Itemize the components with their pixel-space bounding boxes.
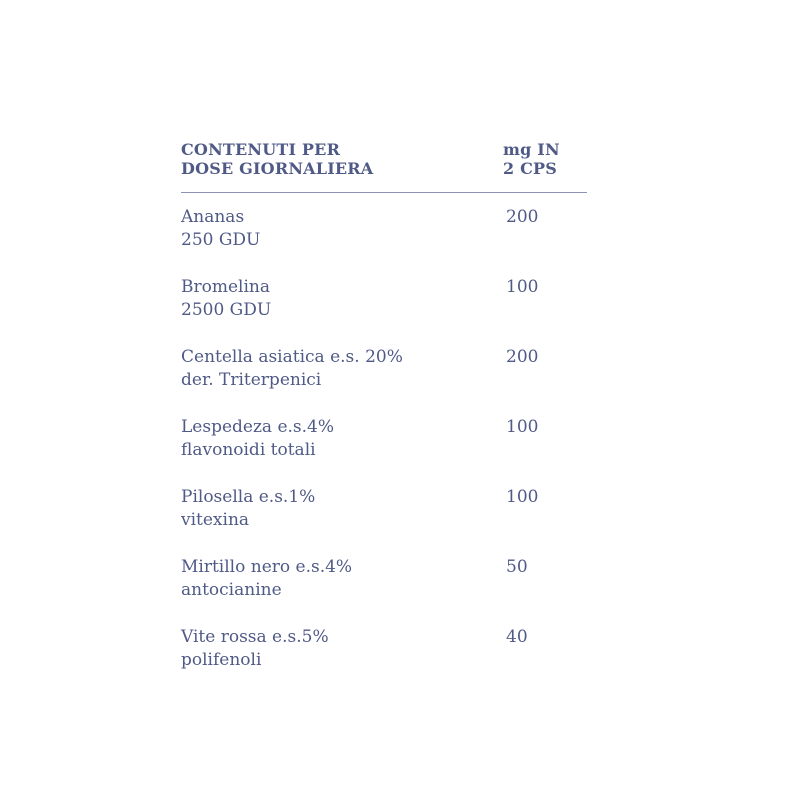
ingredient-cell: [181, 556, 481, 602]
header-divider: [181, 192, 587, 193]
nutrition-table: [181, 140, 587, 670]
ingredient-detail: 250 GDU: [181, 230, 261, 250]
ingredient-detail: flavonoidi totali: [181, 440, 316, 460]
table-row: [181, 206, 587, 276]
table-header: [181, 140, 587, 190]
ingredient-name: Bromelina: [181, 277, 270, 297]
table-body: [181, 206, 587, 696]
ingredient-mg: 40: [506, 627, 528, 647]
ingredient-mg: 200: [506, 347, 539, 367]
ingredient-detail: 2500 GDU: [181, 300, 272, 320]
ingredient-cell: [181, 276, 481, 322]
ingredient-mg: 200: [506, 207, 539, 227]
ingredient-detail: der. Triterpenici: [181, 370, 322, 390]
ingredient-cell: [181, 416, 481, 462]
header-contents-label: [181, 140, 373, 178]
table-row: [181, 416, 587, 486]
header-mg-line-1: mg IN: [503, 140, 560, 159]
ingredient-mg: 100: [506, 277, 539, 297]
table-row: [181, 346, 587, 416]
ingredient-mg: 100: [506, 487, 539, 507]
ingredient-mg: 100: [506, 417, 539, 437]
table-row: [181, 556, 587, 626]
ingredient-name: Mirtillo nero e.s.4%: [181, 557, 353, 577]
ingredient-name: Lespedeza e.s.4%: [181, 417, 335, 437]
table-row: [181, 626, 587, 696]
ingredient-name: Vite rossa e.s.5%: [181, 627, 329, 647]
header-mg-line-2: 2 CPS: [503, 159, 558, 178]
ingredient-detail: vitexina: [181, 510, 250, 530]
header-mg-label: [503, 140, 560, 178]
ingredient-cell: [181, 626, 481, 672]
ingredient-mg: 50: [506, 557, 528, 577]
ingredient-cell: [181, 206, 481, 252]
ingredient-cell: [181, 486, 481, 532]
header-contents-line-2: DOSE GIORNALIERA: [181, 159, 374, 178]
ingredient-detail: polifenoli: [181, 650, 262, 670]
header-contents-line-1: CONTENUTI PER: [181, 140, 341, 159]
ingredient-name: Ananas: [181, 207, 245, 227]
ingredient-cell: [181, 346, 481, 392]
table-row: [181, 486, 587, 556]
ingredient-name: Pilosella e.s.1%: [181, 487, 316, 507]
table-row: [181, 276, 587, 346]
ingredient-name: Centella asiatica e.s. 20%: [181, 347, 403, 367]
ingredient-detail: antocianine: [181, 580, 282, 600]
